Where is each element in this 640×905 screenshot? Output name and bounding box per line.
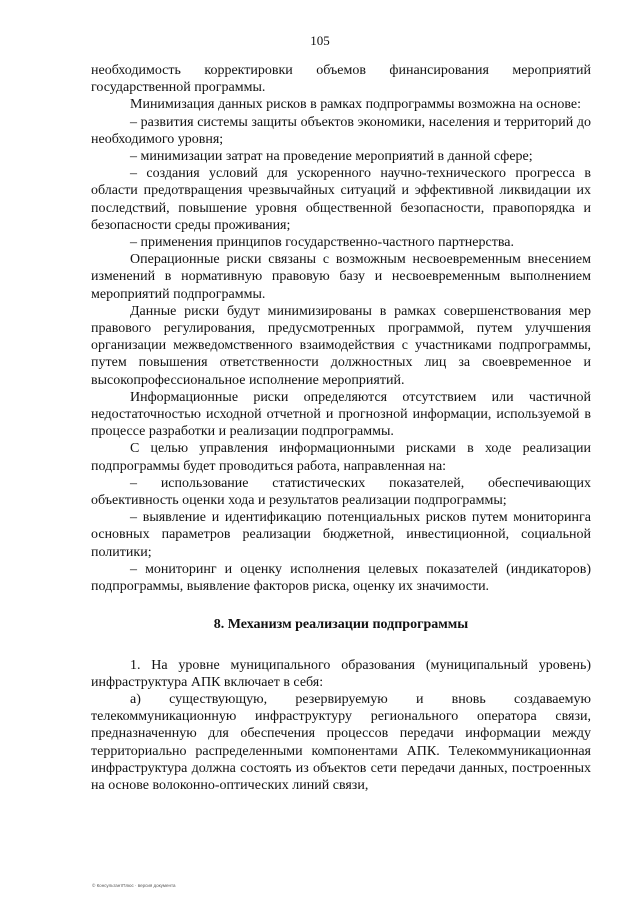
- paragraph: Операционные риски связаны с возможным несвоевременным внесением изменений в нормативную правовую базу и несвоевременным выполнением мероприятий подпрограммы.: [91, 252, 591, 302]
- list-item: – создания условий для ускоренного научно-технического прогресса в области предотвращения чрезвычайных ситуаций и эффективной ликвидации их последствий, повышение уровня общественной безопасности, правопорядка и безопасности среды проживания;: [91, 166, 591, 233]
- footer-note: © КонсультантПлюс · версия документа: [92, 883, 176, 888]
- list-item: – минимизации затрат на проведение мероприятий в данной сфере;: [130, 149, 533, 165]
- paragraph: Данные риски будут минимизированы в рамках совершенствования мер правового регулирования, предусмотренных программой, путем улучшения организации межведомственного взаимодействия с участниками подпрограммы, путем повышения ответственности должностных лиц за своевременное и высокопрофессиональное исполнение мероприятий.: [91, 303, 591, 388]
- list-item: – использование статистических показателей, обеспечивающих объективность оценки хода и результатов реализации подпрограммы;: [91, 475, 591, 509]
- paragraph: Минимизация данных рисков в рамках подпрограммы возможна на основе:: [130, 97, 581, 113]
- list-item: – выявление и идентификацию потенциальных рисков путем мониторинга основных параметров реализации бюджетной, инвестиционной, социальной политики;: [91, 510, 591, 560]
- paragraph: 1. На уровне муниципального образования (муниципальный уровень) инфраструктура АПК включает в себя:: [91, 657, 591, 690]
- section-heading: 8. Механизм реализации подпрограммы: [213, 617, 469, 633]
- list-item: – мониторинг и оценку исполнения целевых показателей (индикаторов) подпрограммы, выявление факторов риска, оценку их значимости.: [91, 561, 591, 595]
- paragraph: а) существующую, резервируемую и вновь создаваемую телекоммуникационную инфраструктуру регионального оператора связи, предназначенную для обеспечения процессов передачи информации между территориально распределенными компонентами АПК. Телекоммуникационная инфраструктура должна состоять из объектов сети передачи данных, построенных на основе волоконно-оптических линий связи,: [91, 691, 591, 793]
- document-body: [91, 62, 591, 794]
- page-number: 105: [310, 33, 330, 48]
- list-item: – применения принципов государственно-частного партнерства.: [130, 235, 514, 251]
- paragraph: необходимость корректировки объемов финансирования мероприятий государственной программы.: [91, 63, 591, 96]
- paragraph: С целью управления информационными рисками в ходе реализации подпрограммы будет проводиться работа, направленная на:: [91, 441, 591, 474]
- paragraph: Информационные риски определяются отсутствием или частичной недостаточностью исходной отчетной и прогнозной информации, используемой в процессе разработки и реализации подпрограммы.: [91, 389, 591, 440]
- list-item: – развития системы защиты объектов экономики, населения и территорий до необходимого уровня;: [91, 114, 591, 147]
